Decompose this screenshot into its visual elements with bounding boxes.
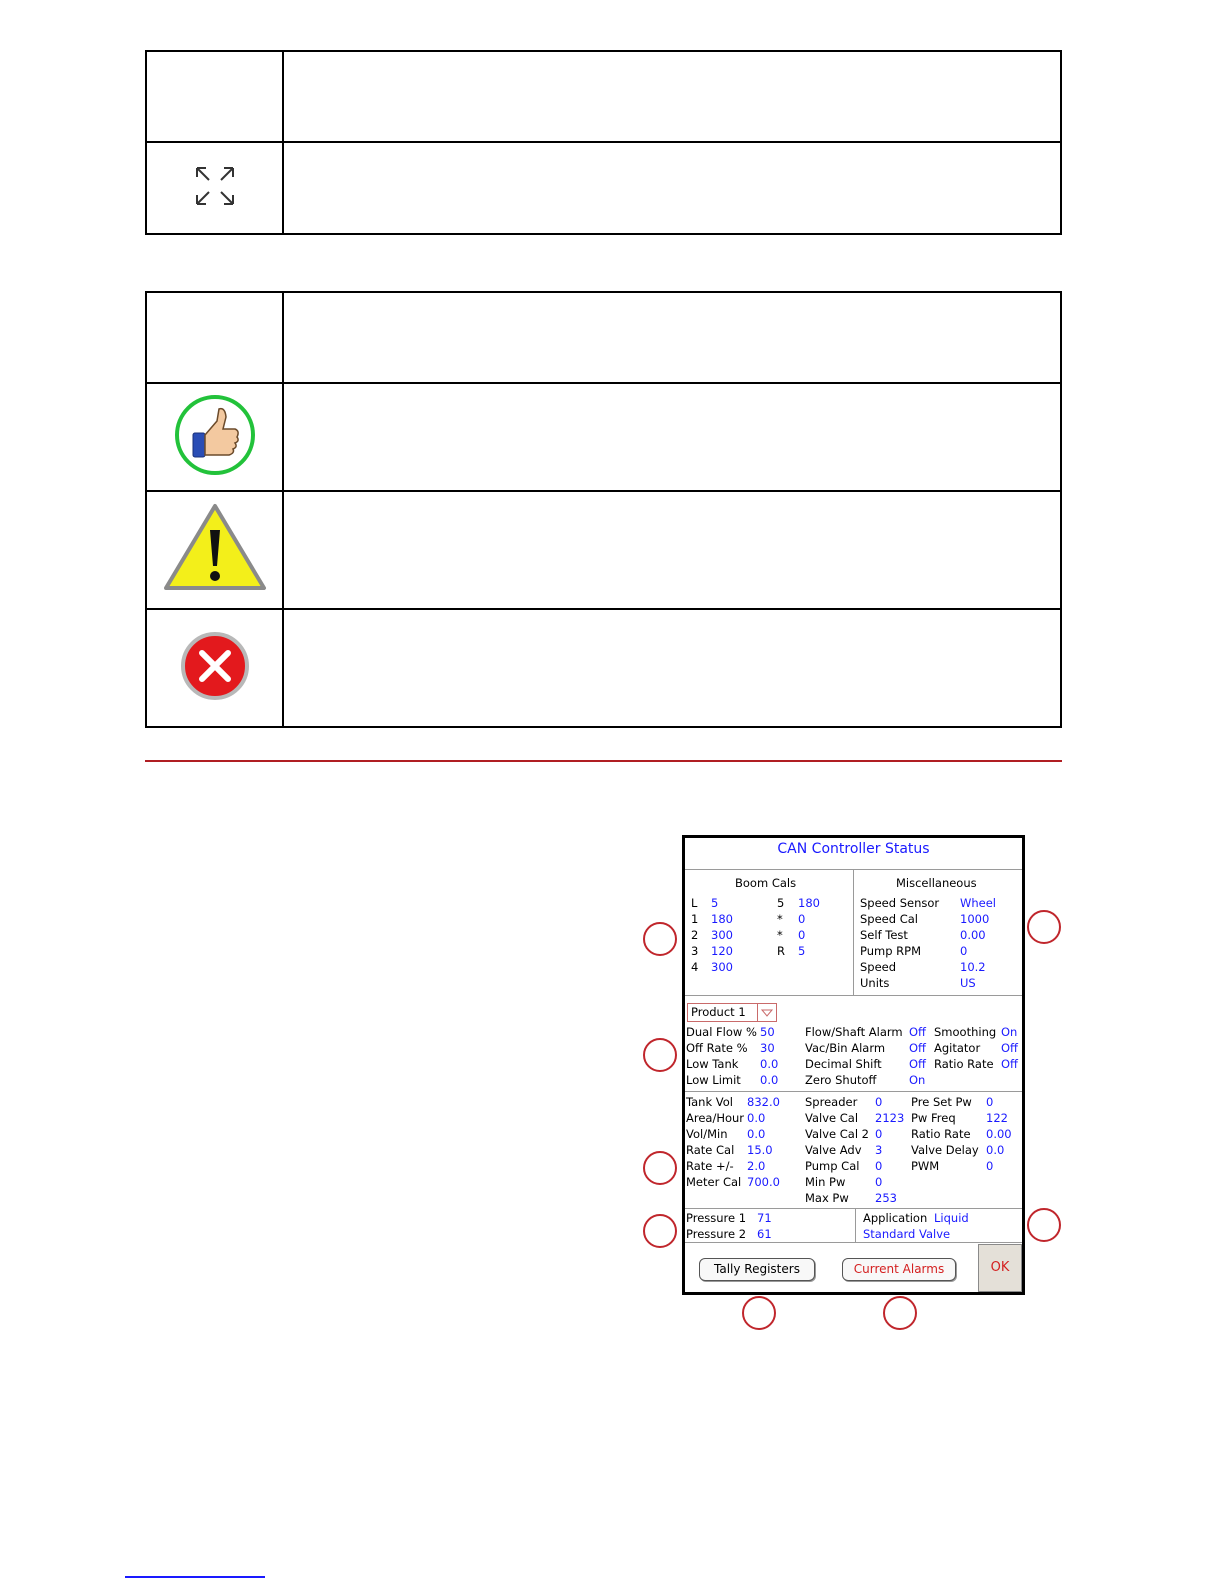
product-select[interactable] (687, 1003, 777, 1022)
divider (685, 1208, 1022, 1209)
cal-value: 832.0 (747, 1095, 780, 1109)
cal-label: Valve Delay (911, 1143, 979, 1157)
error-cell (146, 609, 283, 727)
boom-label: 2 (691, 928, 699, 942)
header-cell-text (283, 51, 1061, 142)
product-label: Low Limit (686, 1073, 741, 1087)
can-controller-status-panel (682, 835, 1025, 1295)
product-label: Zero Shutoff (805, 1073, 877, 1087)
application-label: Application (863, 1211, 928, 1225)
product-value: Off (1001, 1057, 1018, 1071)
cal-label: Valve Cal 2 (805, 1127, 869, 1141)
misc-value: 0 (960, 944, 968, 958)
warning-description (283, 491, 1061, 609)
boom-value: 0 (798, 928, 806, 942)
tally-registers-button[interactable]: Tally Registers (699, 1258, 815, 1281)
cal-value: 0.0 (747, 1111, 766, 1125)
boom-label: 1 (691, 912, 699, 926)
cal-label: Ratio Rate (911, 1127, 971, 1141)
cal-label: Max Pw (805, 1191, 849, 1205)
product-select-value: Product 1 (691, 1005, 746, 1019)
misc-value: 0.00 (960, 928, 986, 942)
product-value: Off (909, 1041, 926, 1055)
cal-value: 15.0 (747, 1143, 773, 1157)
cal-value: 0.00 (986, 1127, 1012, 1141)
product-label: Smoothing (934, 1025, 997, 1039)
boom-label: 4 (691, 960, 699, 974)
footer-link-underline (125, 1576, 265, 1578)
callout-circle (643, 1214, 677, 1248)
product-value: Off (909, 1025, 926, 1039)
cal-value: 0.0 (986, 1143, 1005, 1157)
cal-label: Pre Set Pw (911, 1095, 972, 1109)
boom-label: * (777, 928, 783, 942)
warning-cell (146, 491, 283, 609)
ok-button[interactable]: OK (978, 1244, 1022, 1292)
boom-label: R (777, 944, 785, 958)
misc-heading: Miscellaneous (896, 876, 977, 890)
cal-value: 700.0 (747, 1175, 780, 1189)
misc-value: Wheel (960, 896, 997, 910)
divider (685, 995, 1022, 996)
cal-label: Tank Vol (686, 1095, 733, 1109)
cal-value: 2123 (875, 1111, 905, 1125)
boom-value: 5 (711, 896, 719, 910)
callout-circle (883, 1296, 917, 1330)
cal-value: 3 (875, 1143, 883, 1157)
panel-title: CAN Controller Status (777, 841, 930, 857)
product-label: Flow/Shaft Alarm (805, 1025, 903, 1039)
error-description (283, 609, 1061, 727)
pressure-label: Pressure 2 (686, 1227, 747, 1241)
product-value: On (909, 1073, 926, 1087)
pressure-value: 71 (757, 1211, 772, 1225)
boom-value: 180 (711, 912, 733, 926)
product-value: 50 (760, 1025, 775, 1039)
divider (853, 869, 854, 995)
callout-circle (643, 1151, 677, 1185)
cal-value: 0 (875, 1159, 883, 1173)
callout-circle (1027, 910, 1061, 944)
misc-label: Speed Sensor (860, 896, 940, 910)
product-value: 30 (760, 1041, 775, 1055)
cal-label: Pw Freq (911, 1111, 956, 1125)
cal-label: Spreader (805, 1095, 858, 1109)
divider (685, 1242, 1022, 1243)
cal-label: Min Pw (805, 1175, 846, 1189)
error-x-icon (175, 626, 255, 706)
boom-cals-heading: Boom Cals (735, 876, 797, 890)
product-label: Decimal Shift (805, 1057, 882, 1071)
misc-label: Self Test (860, 928, 908, 942)
product-label: Agitator (934, 1041, 981, 1055)
divider (685, 1091, 1022, 1092)
product-value: On (1001, 1025, 1018, 1039)
fullscreen-cell (146, 142, 283, 234)
cal-value: 0 (986, 1159, 994, 1173)
cal-label: Meter Cal (686, 1175, 742, 1189)
boom-value: 300 (711, 960, 733, 974)
misc-label: Pump RPM (860, 944, 922, 958)
header-cell-icon (146, 292, 283, 383)
boom-value: 0 (798, 912, 806, 926)
fullscreen-description (283, 142, 1061, 234)
cal-value: 0.0 (747, 1127, 766, 1141)
misc-value: US (960, 976, 976, 990)
product-value: Off (1001, 1041, 1018, 1055)
cal-value: 2.0 (747, 1159, 766, 1173)
boom-value: 180 (798, 896, 820, 910)
cal-value: 0 (875, 1175, 883, 1189)
product-label: Off Rate % (686, 1041, 748, 1055)
thumbs-up-cell (146, 383, 283, 491)
cal-label: Rate Cal (686, 1143, 735, 1157)
icon-table-1 (145, 50, 1062, 235)
cal-value: 0 (875, 1095, 883, 1109)
callout-circle (643, 922, 677, 956)
misc-value: 1000 (960, 912, 990, 926)
product-label: Vac/Bin Alarm (805, 1041, 886, 1055)
misc-label: Units (860, 976, 890, 990)
boom-label: L (691, 896, 698, 910)
valve-type-value: Standard Valve (863, 1227, 951, 1241)
boom-value: 5 (798, 944, 806, 958)
section-divider (145, 760, 1062, 762)
thumbs-up-description (283, 383, 1061, 491)
callout-circle (742, 1296, 776, 1330)
misc-label: Speed (860, 960, 897, 974)
boom-value: 300 (711, 928, 733, 942)
current-alarms-button[interactable]: Current Alarms (842, 1258, 956, 1281)
application-value: Liquid (934, 1211, 969, 1225)
cal-label: Vol/Min (686, 1127, 728, 1141)
cal-value: 122 (986, 1111, 1008, 1125)
callout-circle (1027, 1208, 1061, 1242)
product-label: Dual Flow % (686, 1025, 757, 1039)
product-label: Ratio Rate (934, 1057, 994, 1071)
pressure-label: Pressure 1 (686, 1211, 747, 1225)
cal-label: Pump Cal (805, 1159, 860, 1173)
boom-label: 3 (691, 944, 699, 958)
icon-table-2 (145, 291, 1062, 728)
cal-value: 0 (875, 1127, 883, 1141)
cal-label: Valve Cal (805, 1111, 859, 1125)
fullscreen-arrows-icon (191, 162, 239, 210)
product-value: 0.0 (760, 1057, 779, 1071)
warning-triangle-icon (160, 500, 270, 596)
boom-label: * (777, 912, 783, 926)
pressure-value: 61 (757, 1227, 772, 1241)
misc-label: Speed Cal (860, 912, 918, 926)
thumbs-up-icon (173, 393, 257, 477)
cal-label: Rate +/- (686, 1159, 734, 1173)
cal-value: 0 (986, 1095, 994, 1109)
product-value: 0.0 (760, 1073, 779, 1087)
cal-value: 253 (875, 1191, 897, 1205)
cal-label: Area/Hour (686, 1111, 745, 1125)
header-cell-text (283, 292, 1061, 383)
header-cell-icon (146, 51, 283, 142)
divider (855, 1208, 856, 1242)
cal-label: PWM (911, 1159, 940, 1173)
boom-value: 120 (711, 944, 733, 958)
misc-value: 10.2 (960, 960, 986, 974)
boom-label: 5 (777, 896, 785, 910)
product-label: Low Tank (686, 1057, 739, 1071)
chevron-down-icon[interactable] (757, 1004, 776, 1021)
callout-circle (643, 1038, 677, 1072)
cal-label: Valve Adv (805, 1143, 862, 1157)
product-value: Off (909, 1057, 926, 1071)
